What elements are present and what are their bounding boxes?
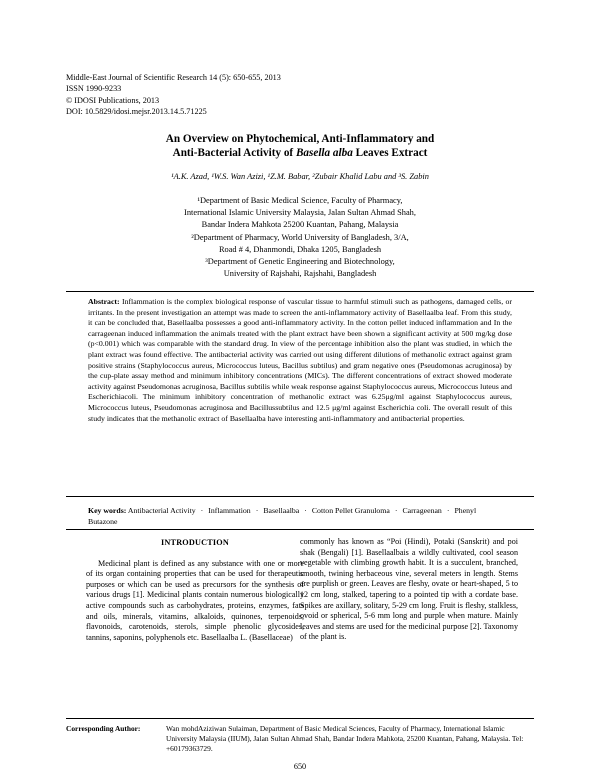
title-line-2-suffix: Leaves Extract — [352, 147, 428, 159]
keywords-list — [88, 506, 476, 526]
journal-header — [66, 72, 281, 118]
keyword-item: Phenyl Butazone — [88, 506, 477, 526]
introduction-paragraph-left: Medicinal plant is defined as any substance with one or more of its organ containing properties that can be used for therapeutic purposes or which can be used as precursors for the synthesis of various drugs [1]. Medicinal plants contain numerous biologically active compounds such as carbohydrates, proteins, enzymes, fats and oils, minerals, vitamins, alkaloids, quinones, terpenoids, flavonoids, carotenoids, sterols, simple phenolic glycosides, tannins, saponins, polyphenols etc. Basellaalba L. (Basellaceae) — [86, 558, 304, 642]
abstract-text: Inflammation is the complex biological response of vascular tissue to harmful stimuli such as pathogens, damaged cells, or irritants. In the present investigation an attempt was made to screen the anti-inflammatory activity of Basellaalba leaf. From this study, it can be concluded that, Basellaalba possesses a good anti-inflammatory activity. In the cotton pellet induced inflammation and In the carrageenan induced inflammation the animals treated with the plant extract have been shown a significant activity at 500 mg/kg dose (p<0.001) which was comparable with the standard drug. In view of the percentage inhibition also the plant was studied, in which the plant extract was found effective. The antibacterial activity was carried out using different dilutions of methanolic extract against gram positive strains (Staphylococcus aureus, Micrococcus luteus, Bacillus subtilus) and gram negative ones (Pseudomonas acruginosa) by the cup-plate assay method and minimum inhibitory concentrations (MICs). The different concentrations of extract showed moderate activity against Pseudomonas acruginosa, Bacillus subtilis while weak response against Staphylococcus aureus, Micrococcus luteus and Escherichiacoli. The minimum inhibitory concentration of methanolic extract was 6.25μg/ml against Staphylococcus aureus, Micrococcus luteus, Pseudomonas acruginosa and Bacillussubtilus and 12.5 μg/ml against Escherichia coli. The overall result of this study indicates that the methanolic extract of Basellaalba have interesting anti-inflammatory and antibacterial properties. — [88, 297, 512, 423]
journal-issn: ISSN 1990-9233 — [66, 84, 122, 94]
keywords — [88, 506, 512, 527]
keyword-separator: · — [394, 506, 398, 515]
page-number: 650 — [293, 762, 307, 771]
title-line-2 — [66, 146, 534, 160]
divider-top — [66, 291, 534, 292]
keyword-item: Cotton Pellet Granuloma — [311, 506, 390, 515]
abstract — [88, 297, 512, 424]
keyword-separator: · — [304, 506, 307, 515]
title-line-1: An Overview on Phytochemical, Anti-Inflammatory and — [165, 133, 435, 145]
keyword-separator: · — [200, 506, 204, 515]
author-list: ¹A.K. Azad, ¹W.S. Wan Azizi, ¹Z.M. Babar, ²Zubair Khalid Labu and ³S. Zabin — [171, 172, 429, 181]
abstract-label: Abstract: — [88, 297, 120, 306]
column-left — [86, 538, 304, 643]
corresponding-author-text: Wan mohdAziziwan Sulaiman, Department of Basic Medical Sciences, Faculty of Pharmacy, International Islamic University Malaysia (IIUM), Jalan Sultan Ahmad Shah, Bandar Indera Mahkota, 25200 Kuantan, Pahang, Malaysia. Tel: +60179363729. — [166, 724, 524, 753]
affiliation-line: Bandar Indera Mahkota 25200 Kuantan, Pahang, Malaysia — [201, 220, 399, 230]
keyword-item: Carrageenan — [402, 506, 442, 515]
journal-doi: DOI: 10.5829/idosi.mejsr.2013.14.5.71225 — [66, 107, 207, 117]
section-heading-introduction: INTRODUCTION — [161, 538, 229, 547]
keyword-item: Antibacterial Activity — [127, 506, 196, 515]
keyword-item: Basellaalba — [263, 506, 300, 515]
introduction-paragraph-right: commonly has known as “Poi (Hindi), Potaki (Sanskrit) and poi shak (Bengali) [1]. Basellaalbais a wildly cultivated, cool season vegetable with climbing growth habit. It is a succulent, branched, smooth, twining herbaceous vine, several meters in length. Stems are purplish or green. Leaves are fleshy, ovate or heart-shaped, 5 to 12 cm long, stalked, tapering to a pointed tip with a cordate base. Spikes are axillary, solitary, 5-29 cm long. Fruit is fleshy, stalkless, ovoid or spherical, 5-6 mm long and purple when mature. Mainly leaves and stems are used for the medicinal purpose [2]. Taxonomy of the plant is. — [300, 537, 518, 642]
journal-citation: Middle-East Journal of Scientific Research 14 (5): 650-655, 2013 — [66, 73, 281, 82]
column-right — [300, 537, 518, 643]
divider-footer — [66, 718, 534, 719]
keyword-separator: · — [255, 506, 259, 515]
affiliation-line: International Islamic University Malaysia, Jalan Sultan Ahmad Shah, — [184, 208, 416, 218]
corresponding-author-label: Corresponding Author: — [66, 724, 141, 733]
affiliation-line: ³Department of Genetic Engineering and Biotechnology, — [205, 257, 395, 267]
keyword-item: Inflammation — [208, 506, 251, 515]
title-species: Basella alba — [295, 147, 353, 159]
affiliation-line: Road # 4, Dhanmondi, Dhaka 1205, Bangladesh — [218, 244, 382, 254]
affiliations — [66, 195, 534, 280]
divider-mid — [66, 496, 534, 497]
keywords-label: Key words: — [88, 506, 127, 515]
affiliation-line: University of Rajshahi, Rajshahi, Bangladesh — [223, 269, 377, 279]
divider-keywords — [66, 529, 534, 530]
affiliation-line: ²Department of Pharmacy, World University of Bangladesh, 3/A, — [191, 232, 409, 242]
paper-title — [66, 132, 534, 160]
keyword-separator: · — [446, 506, 450, 515]
journal-copyright: © IDOSI Publications, 2013 — [66, 95, 160, 105]
title-line-2-prefix: Anti-Bacterial Activity of — [172, 147, 296, 159]
affiliation-line: ¹Department of Basic Medical Science, Faculty of Pharmacy, — [197, 196, 403, 205]
